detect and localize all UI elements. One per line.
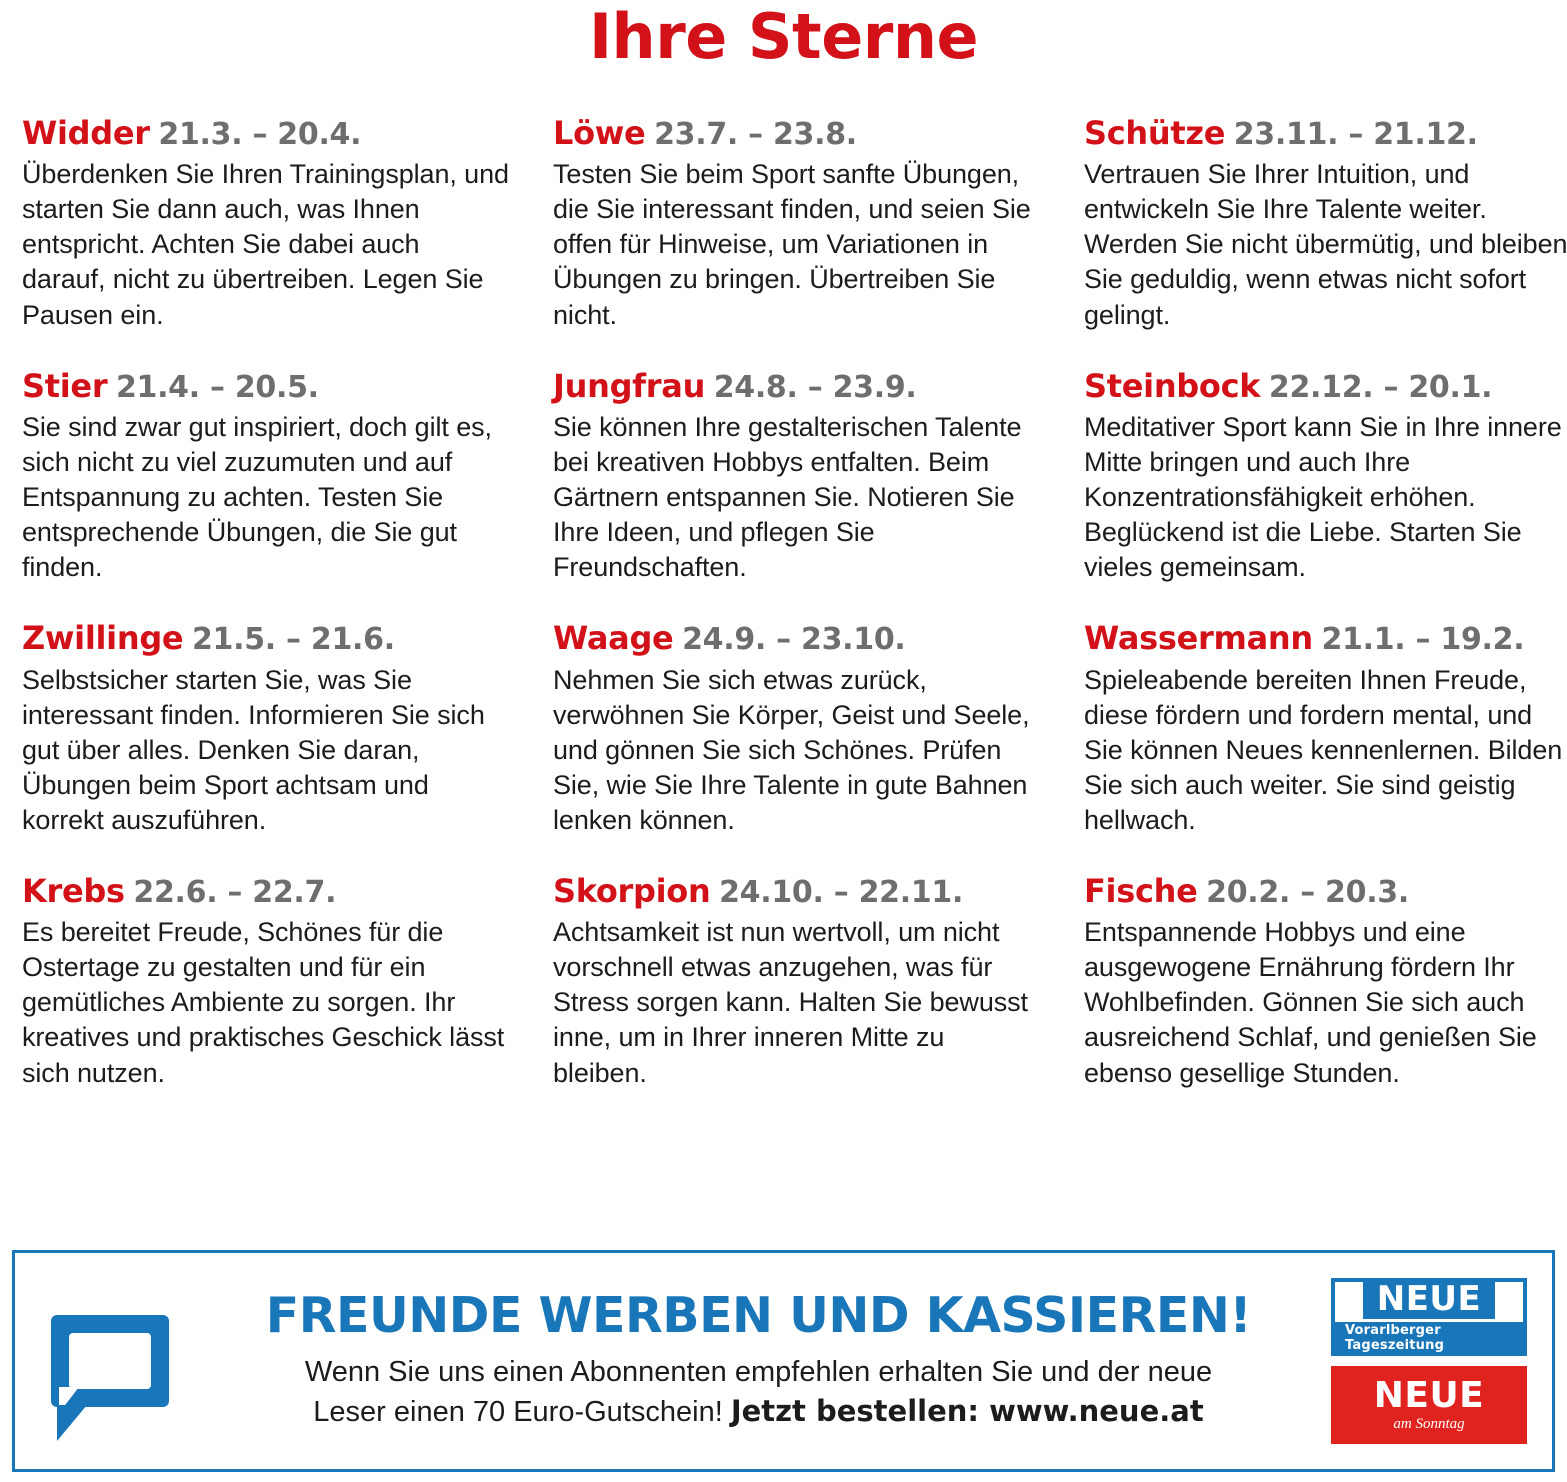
sign-dates: 22.6. – 22.7. — [133, 874, 337, 910]
sign-heading — [22, 366, 509, 405]
horoscope-entry-widder — [22, 116, 509, 333]
horoscope-entry-wassermann — [1084, 621, 1567, 838]
sign-heading — [1084, 871, 1567, 910]
page-title: Ihre Sterne — [588, 0, 979, 73]
sign-name: Wassermann — [1084, 619, 1313, 658]
logo-red-subtitle: am Sonntag — [1393, 1415, 1465, 1432]
sign-name: Widder — [22, 114, 150, 152]
logo-blue-word: NEUE — [1363, 1280, 1496, 1319]
ad-headline: FREUNDE WERBEN UND KASSIEREN! — [265, 1286, 1252, 1344]
sign-text: Spieleabende bereiten Ihnen Freude, diese fördern und fordern mental, und Sie können Neues kennenlernen. Bilden Sie sich auch weiter. Sie sind geistig hellwach. — [1084, 664, 1563, 835]
logo-blue-subtitle: Vorarlberger Tageszeitung — [1335, 1322, 1523, 1354]
sign-dates: 21.3. – 20.4. — [158, 117, 362, 152]
sign-name: Schütze — [1084, 114, 1226, 152]
horoscope-entry-krebs — [22, 871, 509, 1091]
sign-name: Fische — [1084, 871, 1198, 910]
logo-red-word: NEUE — [1373, 1374, 1485, 1416]
horoscope-column-3 — [1084, 116, 1567, 1091]
sign-text: Vertrauen Sie Ihrer Intuition, und entwickeln Sie Ihre Talente weiter. Werden Sie nicht übermütig, und bleiben Sie geduldig, wenn etwas nicht sofort gelingt. — [1084, 159, 1567, 330]
sign-name: Stier — [22, 366, 108, 405]
sign-dates: 21.4. – 20.5. — [115, 369, 319, 405]
speech-bubble-icon — [51, 1315, 169, 1407]
sign-text: Meditativer Sport kann Sie in Ihre innere Mitte bringen und auch Ihre Konzentrationsfähigkeit erhöhen. Beglückend ist die Liebe. Starten Sie vieles gemeinsam. — [1084, 411, 1562, 583]
sign-heading — [1084, 116, 1567, 151]
sign-dates: 21.5. – 21.6. — [191, 622, 395, 658]
horoscope-column-1 — [22, 116, 509, 1091]
sign-heading — [22, 871, 509, 910]
subscription-ad-banner[interactable] — [12, 1250, 1555, 1472]
sign-name: Krebs — [22, 871, 125, 910]
horoscope-entry-steinbock — [1084, 366, 1567, 586]
sign-text: Sie können Ihre gestalterischen Talente bei kreativen Hobbys entfalten. Beim Gärtnern entspannen Sie. Notieren Sie Ihre Ideen, und pflegen Sie Freundschaften. — [553, 411, 1022, 583]
horoscope-entry-zwillinge — [22, 621, 509, 838]
ad-order-link[interactable]: Jetzt bestellen: www.neue.at — [730, 1394, 1204, 1429]
horoscope-column-2 — [553, 116, 1040, 1091]
sign-dates: 23.7. – 23.8. — [654, 117, 857, 152]
ad-icon-area — [15, 1315, 205, 1407]
horoscope-entry-jungfrau — [553, 366, 1040, 586]
sign-text: Entspannende Hobbys und eine ausgewogene Ernährung fördern Ihr Wohlbefinden. Gönnen Sie sich auch ausreichend Schlaf, und genießen Sie ebenso gesellige Stunden. — [1084, 917, 1537, 1088]
horoscope-entry-fische — [1084, 871, 1567, 1091]
sign-dates: 24.9. – 23.10. — [682, 622, 906, 658]
sign-heading — [1084, 621, 1567, 656]
sign-dates: 21.1. – 19.2. — [1321, 622, 1525, 658]
sign-heading — [553, 366, 1040, 405]
sign-dates: 24.8. – 23.9. — [713, 369, 917, 405]
sign-heading — [553, 116, 1040, 151]
sign-name: Waage — [553, 619, 674, 658]
sign-text: Überdenken Sie Ihren Trainingsplan, und starten Sie dann auch, was Ihnen entspricht. Achten Sie dabei auch darauf, nicht zu übertreiben. Legen Sie Pausen ein. — [22, 159, 509, 330]
sign-text: Nehmen Sie sich etwas zurück, verwöhnen Sie Körper, Geist und Seele, und gönnen Sie sich Schönes. Prüfen Sie, wie Sie Ihre Talente in gute Bahnen lenken können. — [553, 664, 1030, 835]
sign-dates: 22.12. – 20.1. — [1268, 369, 1493, 405]
sign-name: Steinbock — [1084, 366, 1261, 405]
sign-dates: 23.11. – 21.12. — [1233, 117, 1478, 152]
horoscope-columns — [0, 68, 1567, 1091]
ad-logo-area — [1322, 1278, 1552, 1444]
horoscope-entry-stier — [22, 366, 509, 586]
sign-heading — [553, 871, 1040, 910]
ad-line-2-plain: Leser einen 70 Euro-Gutschein! — [313, 1396, 731, 1429]
horoscope-entry-loewe — [553, 116, 1040, 333]
sign-text: Sie sind zwar gut inspiriert, doch gilt es, sich nicht zu viel zuzumuten und auf Entspannung zu achten. Testen Sie entsprechende Übungen, die Sie gut finden. — [22, 411, 492, 583]
ad-line-1: Wenn Sie uns einen Abonnenten empfehlen erhalten Sie und der neue — [304, 1356, 1213, 1389]
sign-text: Es bereitet Freude, Schönes für die Ostertage zu gestalten und für ein gemütliches Ambiente zu sorgen. Ihr kreatives und praktisches Geschick lässt sich nutzen. — [22, 917, 505, 1088]
sign-text: Achtsamkeit ist nun wertvoll, um nicht vorschnell etwas anzugehen, was für Stress sorgen kann. Halten Sie bewusst inne, um in Ihrer inneren Mitte zu bleiben. — [553, 917, 1028, 1088]
sign-name: Zwillinge — [22, 619, 184, 658]
sign-name: Jungfrau — [553, 366, 706, 405]
sign-heading — [1084, 366, 1567, 405]
sign-text: Testen Sie beim Sport sanfte Übungen, die Sie interessant finden, und seien Sie offen für Hinweise, um Variationen in Übungen zu bringen. Übertreiben Sie nicht. — [553, 159, 1031, 330]
logo-neue-am-sonntag — [1331, 1366, 1527, 1444]
sign-name: Löwe — [553, 114, 646, 152]
logo-neue-vorarlberger — [1331, 1278, 1527, 1356]
ad-text-area — [205, 1286, 1322, 1433]
sign-name: Skorpion — [553, 871, 711, 910]
horoscope-entry-schuetze — [1084, 116, 1567, 333]
sign-dates: 20.2. – 20.3. — [1206, 874, 1409, 910]
sign-text: Selbstsicher starten Sie, was Sie interessant finden. Informieren Sie sich gut über alles. Denken Sie daran, Übungen beim Sport achtsam und korrekt auszuführen. — [22, 664, 485, 835]
horoscope-entry-skorpion — [553, 871, 1040, 1091]
speech-bubble-inner — [69, 1333, 151, 1389]
sign-heading — [22, 621, 509, 656]
sign-heading — [553, 621, 1040, 656]
sign-heading — [22, 116, 509, 151]
horoscope-entry-waage — [553, 621, 1040, 838]
sign-dates: 24.10. – 22.11. — [719, 874, 964, 910]
ad-line-2 — [205, 1392, 1312, 1432]
